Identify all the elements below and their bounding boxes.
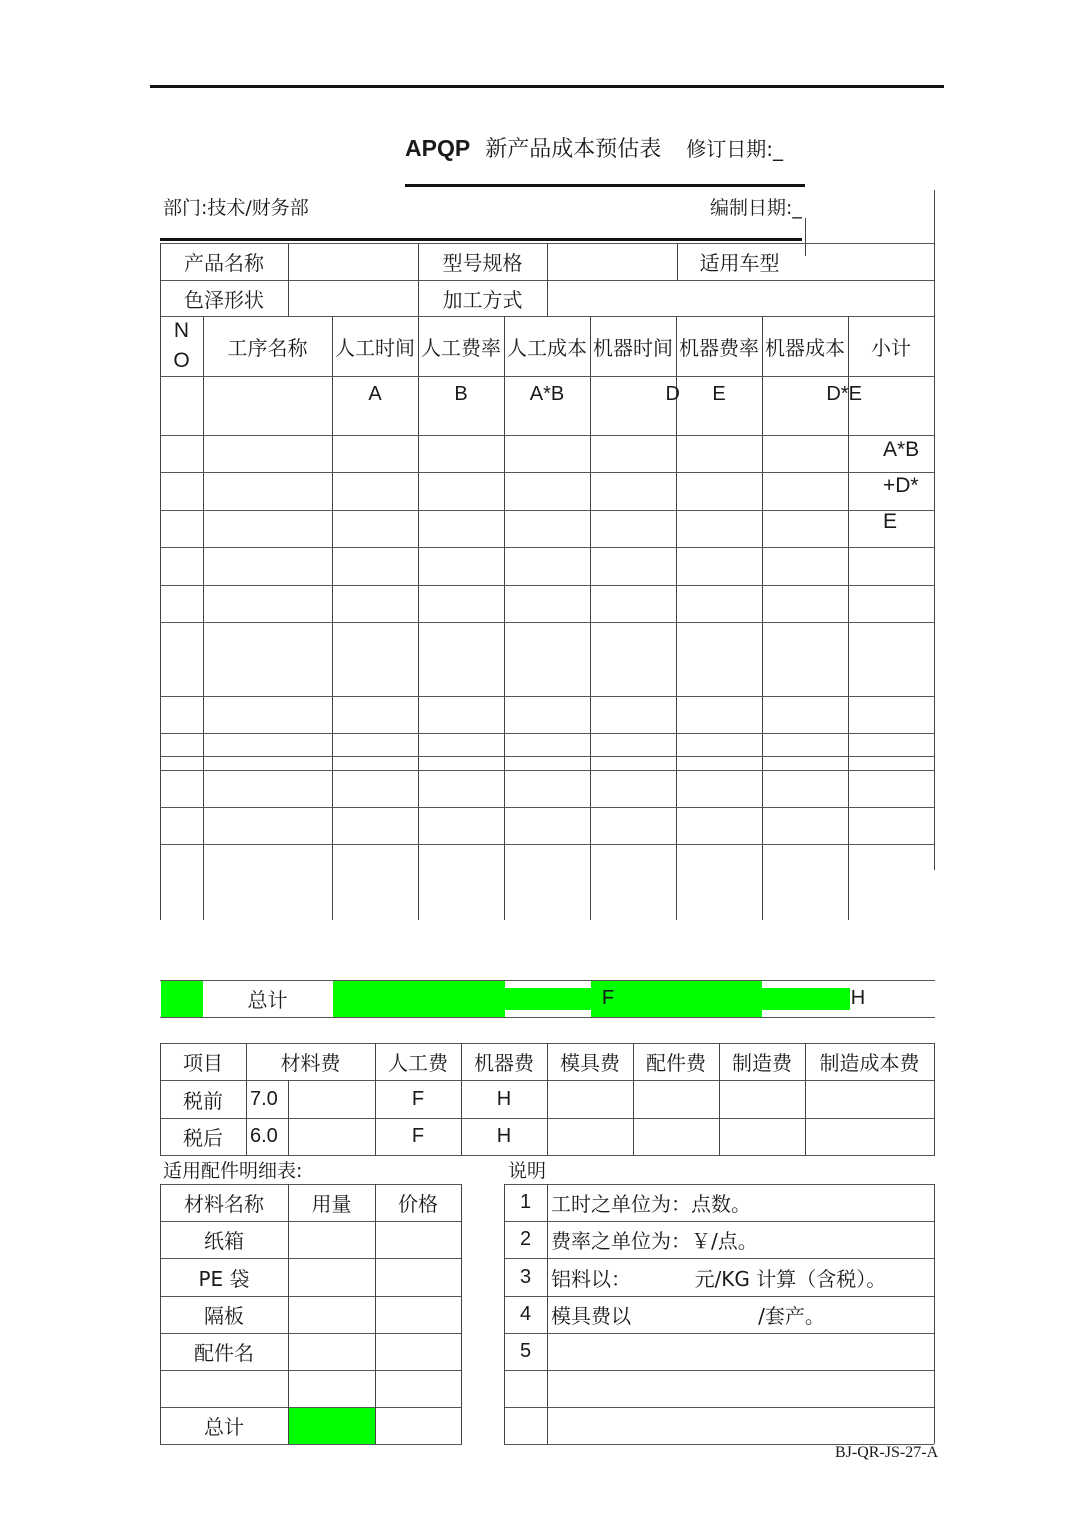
grid-line — [160, 844, 935, 845]
note-text: 模具费以 /套产。 — [551, 1304, 825, 1328]
grid-line — [160, 622, 935, 623]
col-labor-rate: 人工费率 — [421, 335, 501, 360]
summary-row-pretax-labor[interactable]: F — [411, 1087, 425, 1110]
model-spec-field[interactable] — [548, 243, 676, 280]
grid-line — [203, 316, 204, 920]
grid-line — [160, 472, 935, 473]
grid-line — [288, 1080, 289, 1155]
parts-col-quantity: 用量 — [311, 1192, 352, 1216]
total-machine-value: H — [850, 987, 866, 1009]
summary-col-material: 材料费 — [280, 1051, 341, 1075]
right-edge-line — [934, 190, 935, 245]
summary-row-aftertax-machine[interactable]: H — [496, 1125, 512, 1147]
highlight-band — [762, 988, 850, 1010]
summary-col-manufacturing-cost: 制造成本费 — [819, 1051, 920, 1075]
summary-row-aftertax-material[interactable]: 6.0 — [250, 1125, 278, 1147]
total-label: 总计 — [247, 988, 288, 1012]
title-underline — [405, 184, 805, 187]
highlight-band — [505, 988, 591, 1010]
col-machine-rate: 机器费率 — [679, 335, 759, 360]
compile-date-label: 编制日期:_ — [710, 197, 802, 219]
note-number: 4 — [519, 1303, 532, 1325]
total-labor-value: F — [601, 987, 615, 1009]
applicable-vehicle-label: 适用车型 — [699, 251, 780, 275]
formula-machine-rate: E — [712, 382, 726, 405]
subtotal-formula-line: +D* — [883, 474, 919, 497]
col-machine-cost: 机器成本 — [765, 335, 845, 360]
color-shape-field[interactable] — [289, 280, 417, 316]
parts-table-title: 适用配件明细表: — [163, 1160, 303, 1182]
model-spec-label: 型号规格 — [442, 251, 523, 275]
note-text: 工时之单位为：点数。 — [551, 1192, 751, 1216]
note-number: 1 — [519, 1191, 532, 1213]
grid-line — [160, 1444, 462, 1445]
col-machine-time: 机器时间 — [593, 335, 673, 360]
department-label: 部门:技术/财务部 — [163, 197, 309, 219]
grid-line — [160, 585, 935, 586]
grid-line — [160, 510, 935, 511]
process-method-field[interactable] — [548, 280, 934, 316]
parts-row-name: PE 袋 — [198, 1266, 250, 1291]
summary-row-aftertax-label: 税后 — [183, 1126, 223, 1150]
note-number: 5 — [519, 1340, 532, 1362]
grid-line — [375, 1184, 376, 1444]
grid-line — [160, 807, 935, 808]
summary-col-labor: 人工费 — [388, 1051, 448, 1075]
formula-labor-rate: B — [454, 382, 468, 405]
grid-line — [934, 1184, 935, 1444]
no-header — [160, 316, 203, 376]
parts-total-highlight — [289, 1408, 375, 1444]
notes-title: 说明 — [508, 1160, 547, 1182]
formula-labor-time: A — [368, 382, 382, 405]
summary-col-parts: 配件费 — [646, 1051, 706, 1075]
grid-line — [160, 1370, 462, 1371]
subtotal-formula — [883, 432, 919, 540]
no-header-n: N — [173, 319, 190, 342]
formula-labor-cost: A*B — [529, 382, 565, 405]
parts-row-name: 隔板 — [204, 1304, 244, 1328]
note-text: 费率之单位为：￥/点。 — [551, 1229, 758, 1253]
grid-line — [160, 547, 935, 548]
applicable-vehicle-field[interactable] — [806, 243, 934, 280]
parts-row-name: 纸箱 — [204, 1229, 244, 1253]
document-code: BJ-QR-JS-27-A — [835, 1444, 939, 1461]
process-method-label: 加工方式 — [442, 287, 523, 312]
no-header-o: O — [173, 349, 190, 372]
summary-row-aftertax-labor[interactable]: F — [411, 1125, 425, 1147]
formula-machine-cost: D*E — [826, 382, 862, 405]
top-rule — [150, 85, 944, 88]
color-shape-label: 色泽形状 — [184, 287, 264, 312]
product-name-field[interactable] — [289, 243, 417, 280]
summary-col-mold: 模具费 — [560, 1051, 620, 1075]
grid-line — [504, 1407, 934, 1408]
subtotal-formula-line: A*B — [883, 438, 920, 461]
department-underline — [160, 238, 802, 241]
revision-date-label: 修订日期:_ — [686, 137, 783, 161]
col-labor-cost: 人工成本 — [507, 335, 587, 360]
grid-line — [160, 696, 935, 697]
grid-line — [461, 1184, 462, 1444]
col-subtotal: 小计 — [871, 335, 911, 360]
summary-row-pretax-machine[interactable]: H — [496, 1087, 512, 1110]
grid-line — [504, 1333, 934, 1334]
grid-line — [160, 1017, 935, 1018]
product-name-label: 产品名称 — [184, 251, 264, 275]
parts-row-name: 配件名 — [194, 1341, 254, 1365]
formula-machine-time: D — [665, 382, 680, 405]
grid-line — [504, 1370, 934, 1371]
summary-col-item: 项目 — [183, 1051, 223, 1075]
subtotal-formula-line: E — [883, 510, 898, 533]
col-process-name: 工序名称 — [227, 335, 308, 360]
note-text: 铝料以： 元/KG 计算（含税）。 — [551, 1266, 887, 1291]
grid-line — [160, 435, 935, 436]
highlight-cell — [333, 981, 505, 1017]
grid-line — [934, 243, 935, 870]
highlight-cell — [161, 981, 203, 1017]
col-labor-time: 人工时间 — [335, 335, 415, 360]
note-number: 2 — [519, 1228, 532, 1250]
summary-col-manufacturing: 制造费 — [732, 1051, 792, 1075]
summary-row-pretax-label: 税前 — [183, 1088, 223, 1113]
grid-line — [160, 733, 935, 734]
title-prefix: APQP — [405, 135, 471, 161]
grid-line — [160, 756, 935, 757]
note-number: 3 — [519, 1265, 532, 1288]
grid-line — [160, 770, 935, 771]
title-text: 新产品成本预估表 — [485, 137, 662, 162]
parts-total-label: 总计 — [204, 1415, 244, 1439]
summary-row-pretax-material[interactable]: 7.0 — [250, 1087, 278, 1110]
parts-col-price: 价格 — [398, 1192, 438, 1216]
summary-col-machine: 机器费 — [474, 1051, 534, 1075]
page-title — [405, 132, 783, 163]
parts-col-name: 材料名称 — [184, 1192, 264, 1216]
grid-line — [288, 1184, 289, 1444]
grid-line — [934, 1043, 935, 1155]
